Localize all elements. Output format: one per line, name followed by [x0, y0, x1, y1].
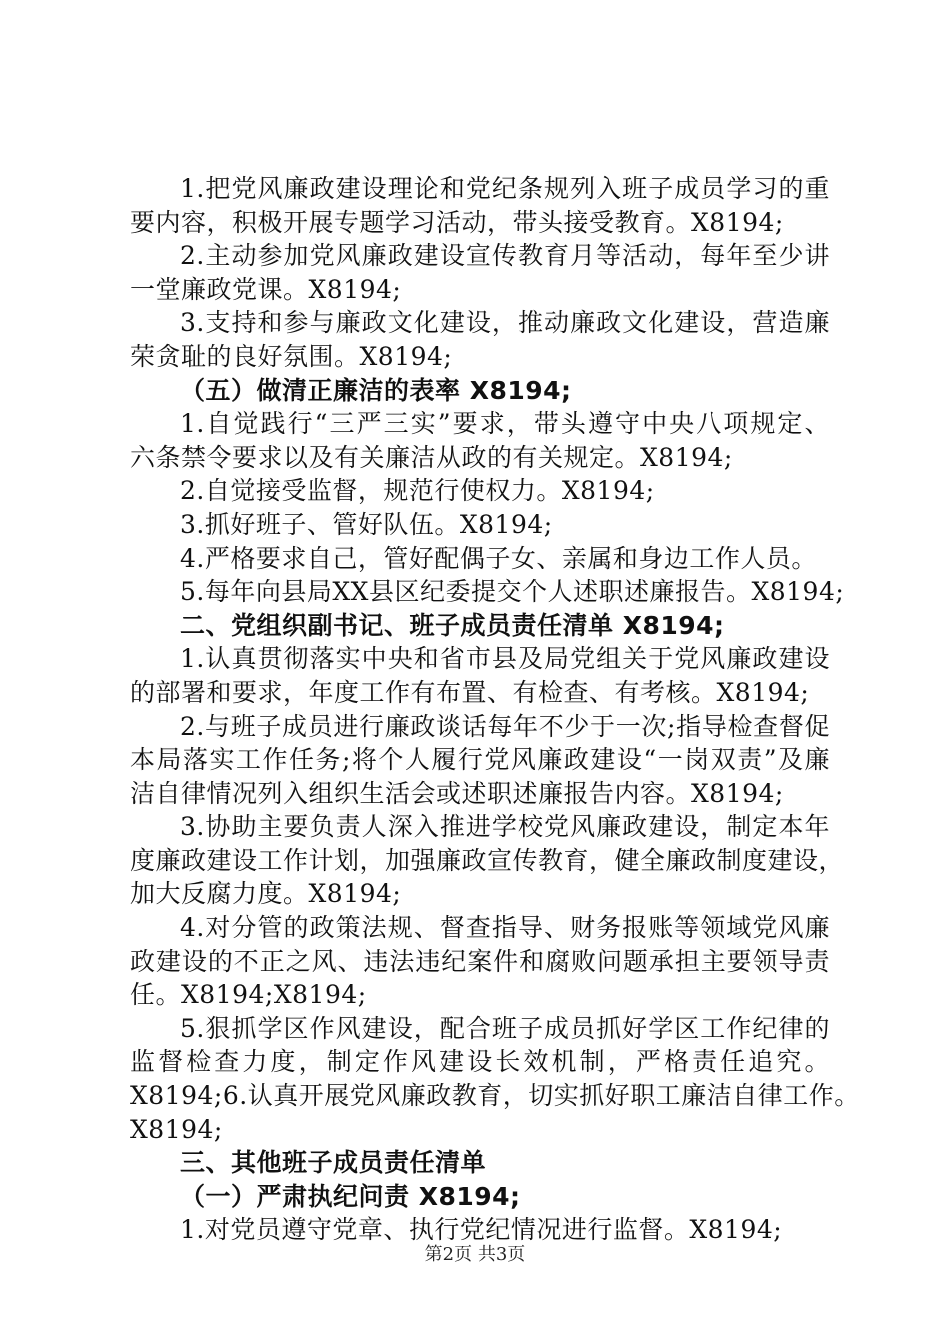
page-footer: 第2页 共3页 [424, 1244, 526, 1265]
paragraph-line: 监督检查力度，制定作风建设长效机制，严格责任追究。 [130, 1047, 830, 1077]
paragraph-line: 荣贪耻的良好氛围。X8194; [130, 341, 453, 371]
paragraph-line: 度廉政建设工作计划，加强廉政宣传教育，健全廉政制度建设， [130, 845, 845, 875]
paragraph-line: 3.抓好班子、管好队伍。X8194; [180, 509, 553, 539]
paragraph-line: 3.协助主要负责人深入推进学校党风廉政建设，制定本年 [180, 812, 830, 842]
paragraph-line: 一堂廉政党课。X8194; [130, 274, 402, 304]
section-heading: （五）做清正廉洁的表率 X8194; [180, 375, 572, 405]
paragraph-line: 1.自觉践行“三严三实”要求，带头遵守中央八项规定、 [180, 409, 830, 439]
paragraph-line: 2.自觉接受监督，规范行使权力。X8194; [180, 476, 655, 506]
paragraph-line: 1.认真贯彻落实中央和省市县及局党组关于党风廉政建设 [180, 644, 830, 674]
section-heading: 三、其他班子成员责任清单 [180, 1148, 487, 1178]
paragraph-line: 4.严格要求自己，管好配偶子女、亲属和身边工作人员。 [180, 543, 817, 573]
paragraph-line: 的部署和要求，年度工作有布置、有检查、有考核。X8194; [130, 677, 810, 707]
section-heading: （一）严肃执纪问责 X8194; [180, 1181, 521, 1211]
paragraph-line: 1.对党员遵守党章、执行党纪情况进行监督。X8194; [180, 1215, 783, 1245]
paragraph-line: X8194; [130, 1114, 223, 1144]
paragraph-line: 2.与班子成员进行廉政谈话每年不少于一次;指导检查督促 [180, 711, 830, 741]
paragraph-line: 2.主动参加党风廉政建设宣传教育月等活动，每年至少讲 [180, 241, 830, 271]
paragraph-line: 4.对分管的政策法规、督查指导、财务报账等领域党风廉 [180, 913, 830, 943]
paragraph-line: 政建设的不正之风、违法违纪案件和腐败问题承担主要领导责 [130, 946, 830, 976]
paragraph-line: 1.把党风廉政建设理论和党纪条规列入班子成员学习的重 [180, 174, 830, 203]
paragraph-line: 3.支持和参与廉政文化建设，推动廉政文化建设，营造廉 [180, 308, 830, 338]
paragraph-line: 加大反腐力度。X8194; [130, 879, 402, 909]
paragraph-line: 本局落实工作任务;将个人履行党风廉政建设“一岗双责”及廉 [130, 745, 830, 775]
paragraph-line: 5.每年向县局XX县区纪委提交个人述职述廉报告。X8194; [180, 577, 845, 607]
section-heading: 二、党组织副书记、班子成员责任清单 X8194; [180, 610, 725, 640]
document-body [130, 172, 860, 1247]
paragraph-line: 5.狠抓学区作风建设，配合班子成员抓好学区工作纪律的 [180, 1013, 830, 1043]
paragraph-line: 洁自律情况列入组织生活会或述职述廉报告内容。X8194; [130, 778, 784, 808]
paragraph-line: 任。X8194;X8194; [130, 980, 367, 1010]
paragraph-line: 要内容，积极开展专题学习活动，带头接受教育。X8194; [130, 207, 784, 237]
paragraph-line: X8194;6.认真开展党风廉政教育，切实抓好职工廉洁自律工作。 [130, 1081, 860, 1111]
paragraph-line: 六条禁令要求以及有关廉洁从政的有关规定。X8194; [130, 442, 733, 472]
